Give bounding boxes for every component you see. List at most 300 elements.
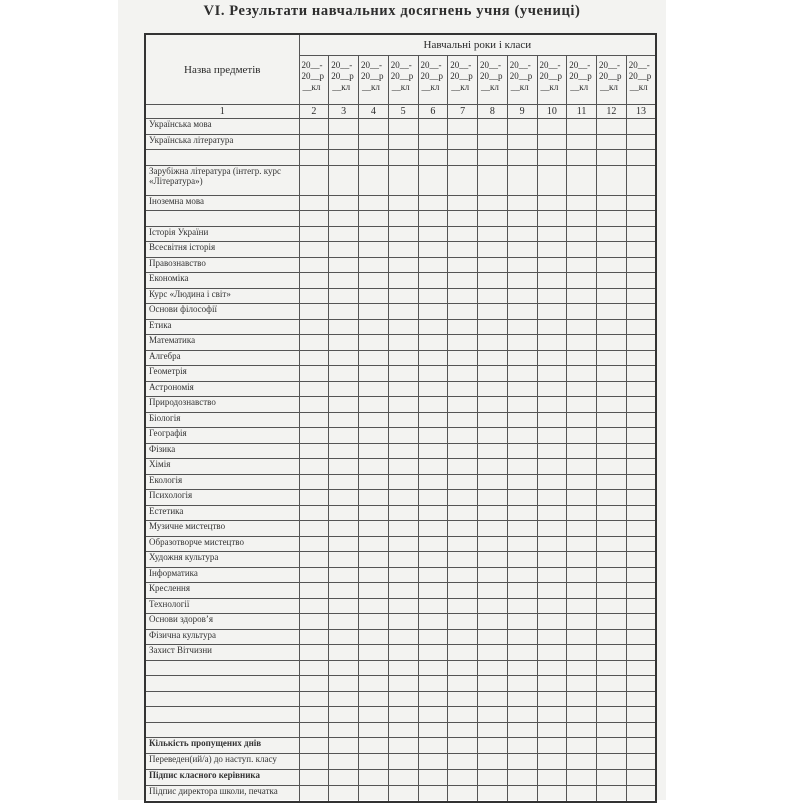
grade-cell[interactable] [507, 474, 537, 490]
grade-cell[interactable] [507, 754, 537, 770]
grade-cell[interactable] [299, 722, 329, 738]
grade-cell[interactable] [418, 273, 448, 289]
grade-cell[interactable] [299, 614, 329, 630]
grade-cell[interactable] [388, 288, 418, 304]
grade-cell[interactable] [329, 567, 359, 583]
grade-cell[interactable] [478, 459, 508, 475]
grade-cell[interactable] [626, 660, 656, 676]
grade-cell[interactable] [299, 119, 329, 135]
grade-cell[interactable] [567, 490, 597, 506]
grade-cell[interactable] [359, 459, 389, 475]
grade-cell[interactable] [537, 226, 567, 242]
grade-cell[interactable] [507, 304, 537, 320]
grade-cell[interactable] [597, 505, 627, 521]
grade-cell[interactable] [597, 536, 627, 552]
grade-cell[interactable] [388, 614, 418, 630]
grade-cell[interactable] [418, 319, 448, 335]
grade-cell[interactable] [299, 273, 329, 289]
grade-cell[interactable] [329, 583, 359, 599]
grade-cell[interactable] [507, 165, 537, 195]
grade-cell[interactable] [537, 459, 567, 475]
grade-cell[interactable] [537, 474, 567, 490]
grade-cell[interactable] [299, 754, 329, 770]
grade-cell[interactable] [418, 428, 448, 444]
grade-cell[interactable] [537, 505, 567, 521]
grade-cell[interactable] [388, 722, 418, 738]
grade-cell[interactable] [537, 195, 567, 211]
grade-cell[interactable] [448, 397, 478, 413]
grade-cell[interactable] [507, 598, 537, 614]
grade-cell[interactable] [507, 443, 537, 459]
grade-cell[interactable] [329, 552, 359, 568]
grade-cell[interactable] [388, 134, 418, 150]
grade-cell[interactable] [626, 645, 656, 661]
grade-cell[interactable] [478, 691, 508, 707]
grade-cell[interactable] [567, 412, 597, 428]
grade-cell[interactable] [448, 754, 478, 770]
grade-cell[interactable] [626, 598, 656, 614]
grade-cell[interactable] [388, 521, 418, 537]
grade-cell[interactable] [597, 474, 627, 490]
grade-cell[interactable] [597, 335, 627, 351]
grade-cell[interactable] [597, 134, 627, 150]
grade-cell[interactable] [329, 211, 359, 227]
grade-cell[interactable] [626, 242, 656, 258]
grade-cell[interactable] [388, 676, 418, 692]
grade-cell[interactable] [448, 583, 478, 599]
grade-cell[interactable] [478, 366, 508, 382]
grade-cell[interactable] [299, 428, 329, 444]
grade-cell[interactable] [507, 134, 537, 150]
grade-cell[interactable] [448, 598, 478, 614]
grade-cell[interactable] [299, 242, 329, 258]
grade-cell[interactable] [478, 211, 508, 227]
grade-cell[interactable] [359, 381, 389, 397]
grade-cell[interactable] [418, 676, 448, 692]
grade-cell[interactable] [478, 645, 508, 661]
grade-cell[interactable] [388, 474, 418, 490]
grade-cell[interactable] [299, 381, 329, 397]
grade-cell[interactable] [597, 273, 627, 289]
grade-cell[interactable] [597, 428, 627, 444]
grade-cell[interactable] [299, 350, 329, 366]
grade-cell[interactable] [507, 738, 537, 754]
grade-cell[interactable] [418, 195, 448, 211]
grade-cell[interactable] [448, 505, 478, 521]
grade-cell[interactable] [299, 397, 329, 413]
grade-cell[interactable] [478, 474, 508, 490]
grade-cell[interactable] [388, 273, 418, 289]
grade-cell[interactable] [626, 583, 656, 599]
grade-cell[interactable] [626, 366, 656, 382]
grade-cell[interactable] [597, 629, 627, 645]
grade-cell[interactable] [359, 598, 389, 614]
grade-cell[interactable] [329, 412, 359, 428]
grade-cell[interactable] [537, 598, 567, 614]
grade-cell[interactable] [448, 629, 478, 645]
grade-cell[interactable] [567, 350, 597, 366]
grade-cell[interactable] [567, 165, 597, 195]
grade-cell[interactable] [567, 567, 597, 583]
grade-cell[interactable] [299, 335, 329, 351]
grade-cell[interactable] [597, 211, 627, 227]
grade-cell[interactable] [418, 366, 448, 382]
grade-cell[interactable] [359, 645, 389, 661]
grade-cell[interactable] [418, 242, 448, 258]
grade-cell[interactable] [448, 195, 478, 211]
grade-cell[interactable] [626, 707, 656, 723]
grade-cell[interactable] [478, 722, 508, 738]
grade-cell[interactable] [478, 428, 508, 444]
grade-cell[interactable] [448, 614, 478, 630]
grade-cell[interactable] [597, 397, 627, 413]
grade-cell[interactable] [359, 707, 389, 723]
grade-cell[interactable] [299, 505, 329, 521]
grade-cell[interactable] [359, 257, 389, 273]
grade-cell[interactable] [597, 583, 627, 599]
grade-cell[interactable] [448, 335, 478, 351]
grade-cell[interactable] [418, 645, 448, 661]
grade-cell[interactable] [597, 150, 627, 166]
grade-cell[interactable] [507, 691, 537, 707]
grade-cell[interactable] [359, 552, 389, 568]
grade-cell[interactable] [597, 770, 627, 786]
grade-cell[interactable] [388, 567, 418, 583]
grade-cell[interactable] [299, 459, 329, 475]
grade-cell[interactable] [537, 211, 567, 227]
grade-cell[interactable] [418, 459, 448, 475]
grade-cell[interactable] [299, 288, 329, 304]
grade-cell[interactable] [448, 459, 478, 475]
grade-cell[interactable] [329, 505, 359, 521]
grade-cell[interactable] [567, 226, 597, 242]
grade-cell[interactable] [507, 119, 537, 135]
grade-cell[interactable] [299, 707, 329, 723]
grade-cell[interactable] [507, 366, 537, 382]
grade-cell[interactable] [418, 397, 448, 413]
grade-cell[interactable] [299, 195, 329, 211]
grade-cell[interactable] [388, 552, 418, 568]
grade-cell[interactable] [448, 381, 478, 397]
grade-cell[interactable] [448, 645, 478, 661]
grade-cell[interactable] [329, 165, 359, 195]
grade-cell[interactable] [597, 490, 627, 506]
grade-cell[interactable] [478, 754, 508, 770]
grade-cell[interactable] [448, 474, 478, 490]
grade-cell[interactable] [329, 397, 359, 413]
grade-cell[interactable] [537, 319, 567, 335]
grade-cell[interactable] [626, 288, 656, 304]
grade-cell[interactable] [448, 273, 478, 289]
grade-cell[interactable] [507, 770, 537, 786]
grade-cell[interactable] [388, 754, 418, 770]
grade-cell[interactable] [418, 134, 448, 150]
grade-cell[interactable] [567, 521, 597, 537]
grade-cell[interactable] [418, 598, 448, 614]
grade-cell[interactable] [567, 598, 597, 614]
grade-cell[interactable] [507, 381, 537, 397]
grade-cell[interactable] [299, 443, 329, 459]
grade-cell[interactable] [478, 319, 508, 335]
grade-cell[interactable] [359, 676, 389, 692]
grade-cell[interactable] [567, 754, 597, 770]
grade-cell[interactable] [626, 134, 656, 150]
grade-cell[interactable] [359, 211, 389, 227]
grade-cell[interactable] [478, 583, 508, 599]
grade-cell[interactable] [537, 676, 567, 692]
grade-cell[interactable] [359, 660, 389, 676]
grade-cell[interactable] [418, 567, 448, 583]
grade-cell[interactable] [359, 150, 389, 166]
grade-cell[interactable] [597, 459, 627, 475]
grade-cell[interactable] [567, 242, 597, 258]
grade-cell[interactable] [507, 676, 537, 692]
grade-cell[interactable] [359, 521, 389, 537]
grade-cell[interactable] [329, 459, 359, 475]
grade-cell[interactable] [418, 381, 448, 397]
grade-cell[interactable] [597, 366, 627, 382]
grade-cell[interactable] [507, 521, 537, 537]
grade-cell[interactable] [418, 691, 448, 707]
grade-cell[interactable] [388, 397, 418, 413]
grade-cell[interactable] [388, 598, 418, 614]
grade-cell[interactable] [388, 505, 418, 521]
grade-cell[interactable] [478, 335, 508, 351]
grade-cell[interactable] [567, 211, 597, 227]
grade-cell[interactable] [299, 474, 329, 490]
grade-cell[interactable] [448, 134, 478, 150]
grade-cell[interactable] [507, 211, 537, 227]
grade-cell[interactable] [537, 722, 567, 738]
grade-cell[interactable] [478, 552, 508, 568]
grade-cell[interactable] [299, 629, 329, 645]
grade-cell[interactable] [626, 226, 656, 242]
grade-cell[interactable] [567, 459, 597, 475]
grade-cell[interactable] [626, 257, 656, 273]
grade-cell[interactable] [448, 738, 478, 754]
grade-cell[interactable] [329, 350, 359, 366]
grade-cell[interactable] [626, 443, 656, 459]
grade-cell[interactable] [597, 165, 627, 195]
grade-cell[interactable] [329, 242, 359, 258]
grade-cell[interactable] [478, 629, 508, 645]
grade-cell[interactable] [448, 119, 478, 135]
grade-cell[interactable] [626, 536, 656, 552]
grade-cell[interactable] [626, 428, 656, 444]
grade-cell[interactable] [329, 304, 359, 320]
grade-cell[interactable] [507, 288, 537, 304]
grade-cell[interactable] [418, 335, 448, 351]
grade-cell[interactable] [418, 738, 448, 754]
grade-cell[interactable] [388, 366, 418, 382]
grade-cell[interactable] [388, 211, 418, 227]
grade-cell[interactable] [537, 288, 567, 304]
grade-cell[interactable] [597, 707, 627, 723]
grade-cell[interactable] [507, 226, 537, 242]
grade-cell[interactable] [597, 738, 627, 754]
grade-cell[interactable] [299, 366, 329, 382]
grade-cell[interactable] [388, 165, 418, 195]
grade-cell[interactable] [478, 397, 508, 413]
grade-cell[interactable] [478, 614, 508, 630]
grade-cell[interactable] [537, 165, 567, 195]
grade-cell[interactable] [448, 366, 478, 382]
grade-cell[interactable] [448, 428, 478, 444]
grade-cell[interactable] [418, 288, 448, 304]
grade-cell[interactable] [478, 195, 508, 211]
grade-cell[interactable] [597, 288, 627, 304]
grade-cell[interactable] [597, 691, 627, 707]
grade-cell[interactable] [478, 381, 508, 397]
grade-cell[interactable] [507, 242, 537, 258]
grade-cell[interactable] [388, 242, 418, 258]
grade-cell[interactable] [478, 150, 508, 166]
grade-cell[interactable] [329, 598, 359, 614]
grade-cell[interactable] [567, 397, 597, 413]
grade-cell[interactable] [507, 150, 537, 166]
grade-cell[interactable] [537, 242, 567, 258]
grade-cell[interactable] [478, 288, 508, 304]
grade-cell[interactable] [329, 428, 359, 444]
grade-cell[interactable] [299, 134, 329, 150]
grade-cell[interactable] [359, 536, 389, 552]
grade-cell[interactable] [478, 119, 508, 135]
grade-cell[interactable] [567, 319, 597, 335]
grade-cell[interactable] [507, 335, 537, 351]
grade-cell[interactable] [478, 505, 508, 521]
grade-cell[interactable] [507, 273, 537, 289]
grade-cell[interactable] [626, 691, 656, 707]
grade-cell[interactable] [329, 119, 359, 135]
grade-cell[interactable] [359, 754, 389, 770]
grade-cell[interactable] [507, 397, 537, 413]
grade-cell[interactable] [507, 319, 537, 335]
grade-cell[interactable] [418, 505, 448, 521]
grade-cell[interactable] [567, 381, 597, 397]
grade-cell[interactable] [597, 645, 627, 661]
grade-cell[interactable] [478, 242, 508, 258]
grade-cell[interactable] [299, 165, 329, 195]
grade-cell[interactable] [478, 567, 508, 583]
grade-cell[interactable] [299, 583, 329, 599]
grade-cell[interactable] [329, 536, 359, 552]
grade-cell[interactable] [388, 583, 418, 599]
grade-cell[interactable] [299, 676, 329, 692]
grade-cell[interactable] [359, 319, 389, 335]
grade-cell[interactable] [359, 629, 389, 645]
grade-cell[interactable] [626, 350, 656, 366]
grade-cell[interactable] [507, 583, 537, 599]
grade-cell[interactable] [567, 119, 597, 135]
grade-cell[interactable] [299, 319, 329, 335]
grade-cell[interactable] [537, 567, 567, 583]
grade-cell[interactable] [388, 257, 418, 273]
grade-cell[interactable] [478, 304, 508, 320]
grade-cell[interactable] [597, 242, 627, 258]
grade-cell[interactable] [626, 770, 656, 786]
grade-cell[interactable] [299, 770, 329, 786]
grade-cell[interactable] [478, 134, 508, 150]
grade-cell[interactable] [418, 521, 448, 537]
grade-cell[interactable] [388, 691, 418, 707]
grade-cell[interactable] [448, 707, 478, 723]
grade-cell[interactable] [507, 645, 537, 661]
grade-cell[interactable] [388, 350, 418, 366]
grade-cell[interactable] [418, 443, 448, 459]
grade-cell[interactable] [329, 676, 359, 692]
grade-cell[interactable] [537, 335, 567, 351]
grade-cell[interactable] [329, 754, 359, 770]
grade-cell[interactable] [448, 257, 478, 273]
grade-cell[interactable] [537, 350, 567, 366]
grade-cell[interactable] [478, 257, 508, 273]
grade-cell[interactable] [359, 490, 389, 506]
grade-cell[interactable] [507, 629, 537, 645]
grade-cell[interactable] [567, 366, 597, 382]
grade-cell[interactable] [448, 552, 478, 568]
grade-cell[interactable] [478, 676, 508, 692]
grade-cell[interactable] [329, 738, 359, 754]
grade-cell[interactable] [359, 583, 389, 599]
grade-cell[interactable] [448, 150, 478, 166]
grade-cell[interactable] [329, 335, 359, 351]
grade-cell[interactable] [329, 629, 359, 645]
grade-cell[interactable] [478, 412, 508, 428]
grade-cell[interactable] [359, 505, 389, 521]
grade-cell[interactable] [626, 165, 656, 195]
grade-cell[interactable] [448, 536, 478, 552]
grade-cell[interactable] [478, 443, 508, 459]
grade-cell[interactable] [388, 412, 418, 428]
grade-cell[interactable] [329, 150, 359, 166]
grade-cell[interactable] [626, 474, 656, 490]
grade-cell[interactable] [448, 412, 478, 428]
grade-cell[interactable] [567, 474, 597, 490]
grade-cell[interactable] [448, 288, 478, 304]
grade-cell[interactable] [537, 645, 567, 661]
grade-cell[interactable] [597, 552, 627, 568]
grade-cell[interactable] [507, 195, 537, 211]
grade-cell[interactable] [597, 443, 627, 459]
grade-cell[interactable] [359, 304, 389, 320]
grade-cell[interactable] [597, 754, 627, 770]
grade-cell[interactable] [626, 304, 656, 320]
grade-cell[interactable] [478, 738, 508, 754]
grade-cell[interactable] [567, 629, 597, 645]
grade-cell[interactable] [478, 770, 508, 786]
grade-cell[interactable] [478, 165, 508, 195]
grade-cell[interactable] [626, 150, 656, 166]
grade-cell[interactable] [537, 273, 567, 289]
grade-cell[interactable] [359, 119, 389, 135]
grade-cell[interactable] [359, 350, 389, 366]
grade-cell[interactable] [299, 150, 329, 166]
grade-cell[interactable] [329, 273, 359, 289]
grade-cell[interactable] [329, 381, 359, 397]
grade-cell[interactable] [448, 226, 478, 242]
grade-cell[interactable] [567, 273, 597, 289]
grade-cell[interactable] [626, 490, 656, 506]
grade-cell[interactable] [537, 738, 567, 754]
grade-cell[interactable] [418, 614, 448, 630]
grade-cell[interactable] [299, 738, 329, 754]
grade-cell[interactable] [388, 490, 418, 506]
grade-cell[interactable] [478, 707, 508, 723]
grade-cell[interactable] [626, 381, 656, 397]
grade-cell[interactable] [418, 707, 448, 723]
grade-cell[interactable] [537, 412, 567, 428]
grade-cell[interactable] [388, 226, 418, 242]
